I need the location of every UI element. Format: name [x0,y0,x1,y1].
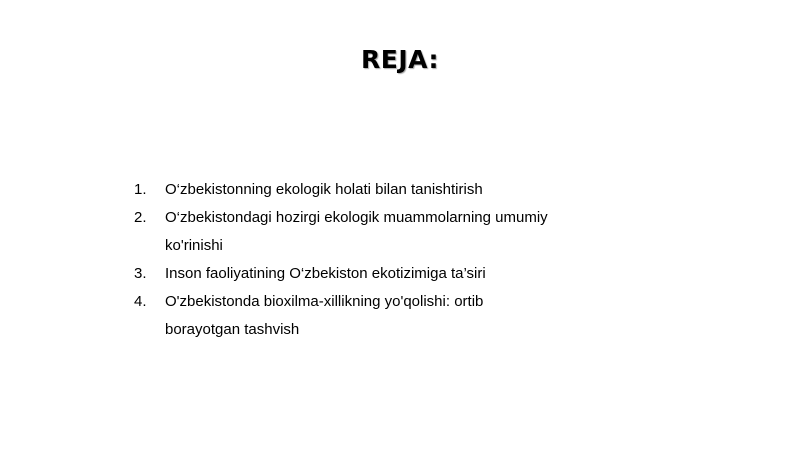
list-item [132,288,552,344]
list-item [132,176,552,204]
list-item-text: Inson faoliyatining O‘zbekiston ekotizimiga ta’siri [165,265,486,282]
list-item-number: 3. [134,265,147,282]
plan-list [132,176,552,344]
list-item-text: O'zbekistonda bioxilma-xillikning yo'qolishi: ortib borayotgan tashvish [165,293,484,338]
slide-title: REJA: [361,45,439,74]
list-item-number: 2. [134,209,147,226]
list-item-number: 1. [134,181,147,198]
list-item [132,204,552,260]
list-item-number: 4. [134,293,147,310]
list-item-text: O‘zbekistondagi hozirgi ekologik muammolarning umumiy ko'rinishi [165,209,548,254]
list-item [132,260,552,288]
list-item-text: O‘zbekistonning ekologik holati bilan tanishtirish [165,181,483,198]
